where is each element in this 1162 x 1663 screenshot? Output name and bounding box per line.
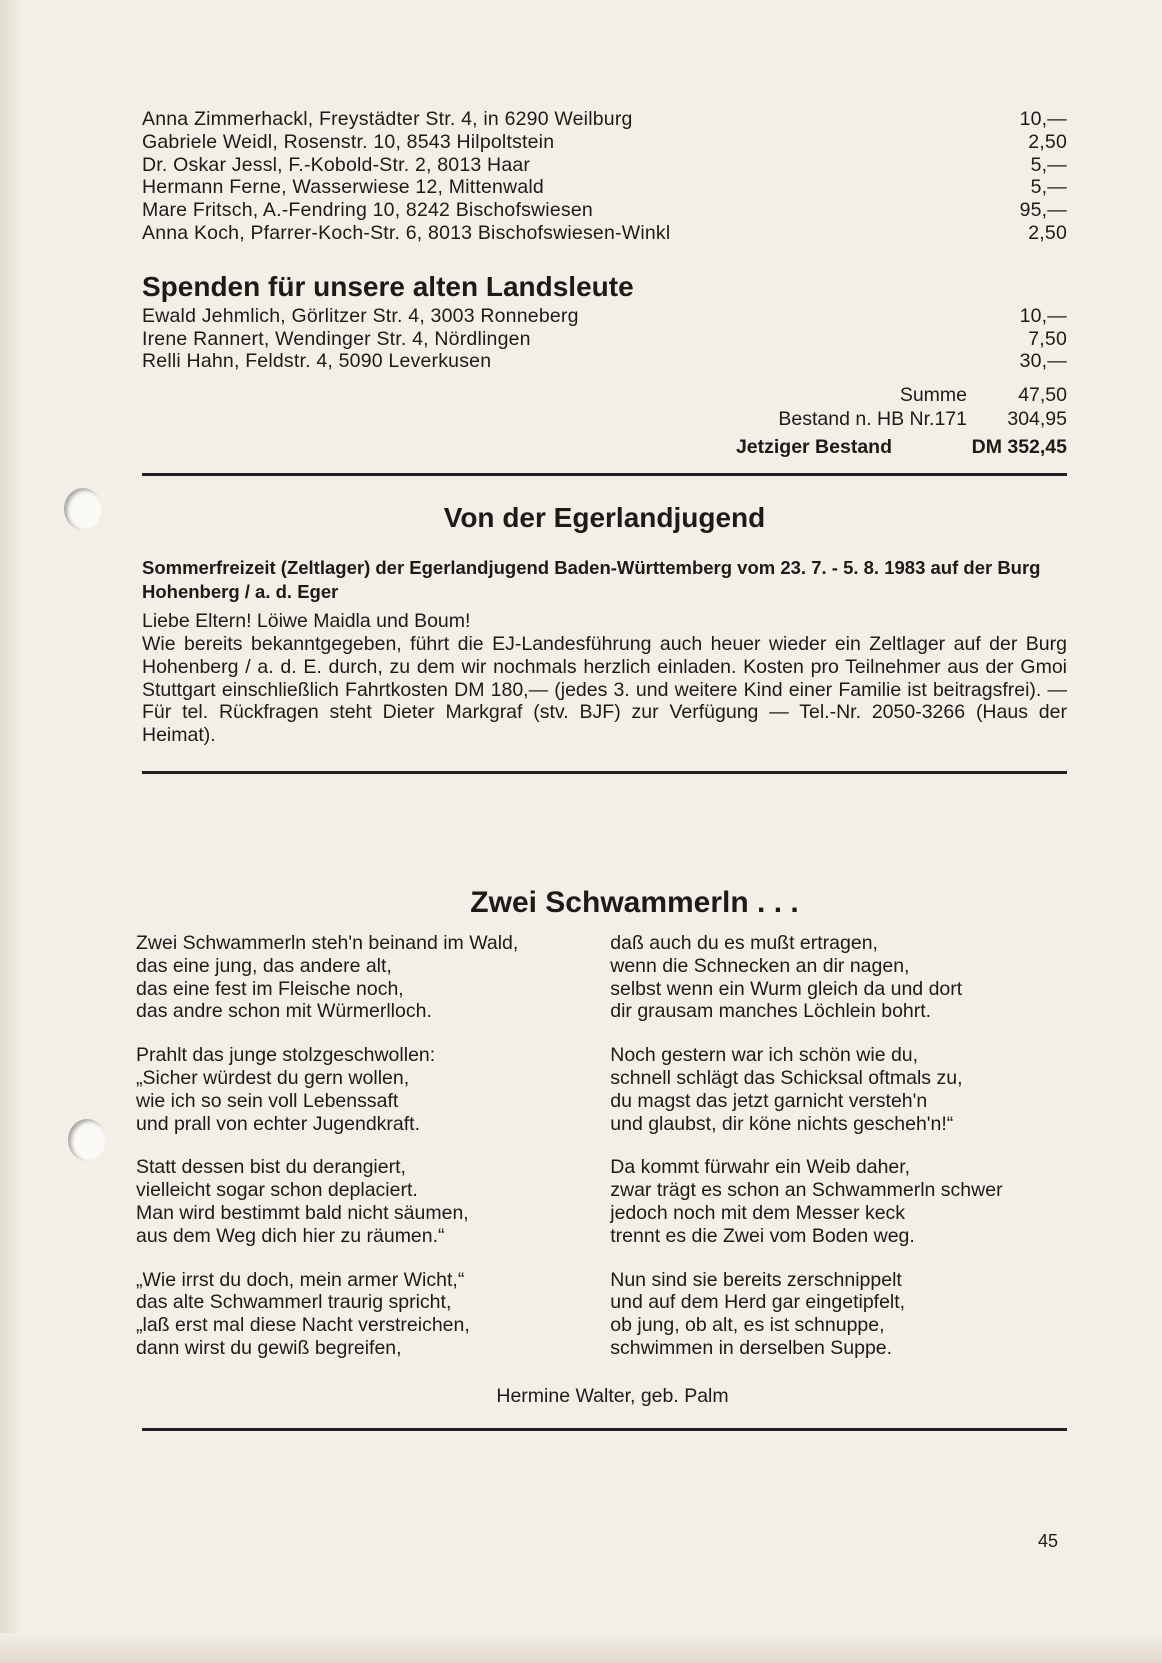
donor-name: Mare Fritsch, A.-Fendring 10, 8242 Bischofswiesen <box>142 199 593 222</box>
section-divider <box>142 771 1067 774</box>
bestand-row <box>142 407 1067 431</box>
donor-name: Irene Rannert, Wendinger Str. 4, Nördlingen <box>142 327 531 350</box>
poem <box>136 932 1067 1381</box>
donation-amount: 5,— <box>1030 153 1067 176</box>
poem-author: Hermine Walter, geb. Palm <box>496 1384 729 1407</box>
punch-hole <box>68 1119 106 1161</box>
poem-line: Prahlt das junge stolzgeschwollen: <box>136 1044 436 1067</box>
donation-amount: 5,— <box>1030 176 1067 199</box>
donation-amount: 10,— <box>1019 304 1067 327</box>
poem-stanza <box>136 1044 610 1135</box>
donation-row <box>142 199 1067 222</box>
poem-stanza <box>610 932 1067 1023</box>
poem-line: „laß erst mal diese Nacht verstreichen, <box>136 1314 470 1337</box>
summe-value: 47,50 <box>1018 384 1067 407</box>
jetziger-bestand-value: DM 352,45 <box>971 436 1067 459</box>
poem-column-right <box>610 932 1067 1381</box>
donation-row <box>142 131 1067 154</box>
jetziger-bestand-label: Jetziger Bestand <box>735 436 892 459</box>
donation-amount: 2,50 <box>1028 130 1067 153</box>
page-number: 45 <box>1038 1531 1059 1551</box>
poem-line: aus dem Weg dich hier zu räumen.“ <box>136 1224 445 1247</box>
poem-line: Nun sind sie bereits zerschnippelt <box>610 1268 902 1291</box>
poem-stanza <box>610 1044 1067 1135</box>
poem-line: das eine fest im Fleische noch, <box>136 977 404 1000</box>
bestand-label: Bestand n. HB Nr.171 <box>778 408 967 431</box>
donor-name: Hermann Ferne, Wasserwiese 12, Mittenwald <box>142 176 544 199</box>
poem-stanza <box>136 932 610 1023</box>
donor-name: Relli Hahn, Feldstr. 4, 5090 Leverkusen <box>142 350 492 373</box>
donor-name: Ewald Jehmlich, Görlitzer Str. 4, 3003 Ronneberg <box>142 304 579 327</box>
poem-stanza <box>610 1269 1067 1360</box>
section-divider <box>142 473 1067 476</box>
section-divider <box>142 1428 1067 1431</box>
poem-line: Da kommt fürwahr ein Weib daher, <box>610 1156 911 1179</box>
page-bottom-edge <box>0 1633 1162 1663</box>
bestand-value: 304,95 <box>1007 408 1067 431</box>
poem-line: das andre schon mit Würmerlloch. <box>136 1000 432 1023</box>
poem-line: du magst das jetzt garnicht versteh'n <box>610 1089 928 1112</box>
donation-row <box>142 350 1067 373</box>
poem-line: selbst wenn ein Wurm gleich da und dort <box>610 977 963 1000</box>
egerland-subheading: Sommerfreizeit (Zeltlager) der Egerlandjugend Baden-Württemberg vom 23. 7. - 5. 8. 1983 auf der Burg Hohenberg / a. d. Eger <box>142 557 1041 603</box>
donation-amount: 10,— <box>1019 108 1067 130</box>
donation-row <box>142 222 1067 245</box>
summe-label: Summe <box>899 384 967 407</box>
poem-stanza <box>136 1156 610 1247</box>
donation-amount: 30,— <box>1019 350 1067 373</box>
donor-name: Anna Koch, Pfarrer-Koch-Str. 6, 8013 Bischofswiesen-Winkl <box>142 221 671 244</box>
page-content <box>136 108 1067 1431</box>
donor-name: Dr. Oskar Jessl, F.-Kobold-Str. 2, 8013 Haar <box>142 153 531 176</box>
poem-stanza <box>610 1156 1067 1247</box>
poem-line: „Sicher würdest du gern wollen, <box>136 1066 410 1089</box>
poem-line: Man wird bestimmt bald nicht säumen, <box>136 1201 469 1224</box>
poem-line: und prall von echter Jugendkraft. <box>136 1112 421 1135</box>
poem-line: und glaubst, dir köne nichts gescheh'n!“ <box>610 1112 954 1135</box>
punch-hole <box>64 488 102 530</box>
donation-amount: 7,50 <box>1028 327 1067 350</box>
poem-stanza <box>136 1269 610 1360</box>
egerland-heading: Von der Egerlandjugend <box>443 502 766 534</box>
spenden-list <box>142 305 1067 373</box>
poem-column-left <box>136 932 610 1381</box>
spenden-heading: Spenden für unsere alten Landsleute <box>142 270 634 302</box>
poem-line: „Wie irrst du doch, mein armer Wicht,“ <box>136 1268 465 1291</box>
poem-line: ob jung, ob alt, es ist schnuppe, <box>610 1314 885 1337</box>
poem-line: zwar trägt es schon an Schwammerln schwer <box>610 1179 1003 1202</box>
donation-amount: 2,50 <box>1028 221 1067 244</box>
page-edge <box>0 0 22 1663</box>
donation-list-top <box>142 108 1067 245</box>
donation-row <box>142 108 1067 131</box>
egerland-body: Wie bereits bekanntgegeben, führt die EJ-Landesführung auch heuer wieder ein Zeltlager auf der Burg Hohenberg / a. d. E. durch, zu dem wir nochmals herzlich einladen. Kosten pro Teilnehmer aus der Gmoi Stuttgart einschließlich Fahrtkosten DM 180,— (jedes 3. und weitere Kind einer Familie ist beitragsfrei). — Für tel. Rückfragen steht Dieter Markgraf (stv. BJF) zur Verfügung — Tel.-Nr. 2050-3266 (Haus der Heimat). <box>142 632 1067 747</box>
poem-line: daß auch du es mußt ertragen, <box>610 931 878 954</box>
poem-line: trennt es die Zwei vom Boden weg. <box>610 1224 915 1247</box>
poem-line: wie ich so sein voll Lebenssaft <box>136 1089 399 1112</box>
poem-line: Zwei Schwammerln steh'n beinand im Wald, <box>136 931 519 954</box>
poem-line: das eine jung, das andere alt, <box>136 954 392 977</box>
poem-line: wenn die Schnecken an dir nagen, <box>610 954 910 977</box>
poem-line: schwimmen in derselben Suppe. <box>610 1336 893 1359</box>
donation-row <box>142 328 1067 351</box>
poem-line: das alte Schwammerl traurig spricht, <box>136 1291 452 1314</box>
poem-line: dir grausam manches Löchlein bohrt. <box>610 1000 932 1023</box>
poem-line: vielleicht sogar schon deplaciert. <box>136 1179 418 1202</box>
poem-line: Statt dessen bist du derangiert, <box>136 1156 406 1179</box>
poem-line: jedoch noch mit dem Messer keck <box>610 1201 906 1224</box>
jetziger-bestand-row <box>142 435 1067 459</box>
donation-row <box>142 305 1067 328</box>
summe-row <box>142 383 1067 407</box>
poem-line: dann wirst du gewiß begreifen, <box>136 1336 402 1359</box>
donation-row <box>142 176 1067 199</box>
donor-name: Anna Zimmerhackl, Freystädter Str. 4, in 6290 Weilburg <box>142 108 633 130</box>
poem-line: Noch gestern war ich schön wie du, <box>610 1044 919 1067</box>
totals-block <box>142 383 1067 459</box>
poem-title: Zwei Schwammerln . . . <box>470 885 799 919</box>
donor-name: Gabriele Weidl, Rosenstr. 10, 8543 Hilpoltstein <box>142 130 555 153</box>
egerland-greeting: Liebe Eltern! Löiwe Maidla und Boum! <box>142 610 471 633</box>
poem-line: schnell schlägt das Schicksal oftmals zu, <box>610 1066 963 1089</box>
donation-row <box>142 154 1067 177</box>
donation-amount: 95,— <box>1019 199 1067 222</box>
poem-line: und auf dem Herd gar eingetipfelt, <box>610 1291 906 1314</box>
